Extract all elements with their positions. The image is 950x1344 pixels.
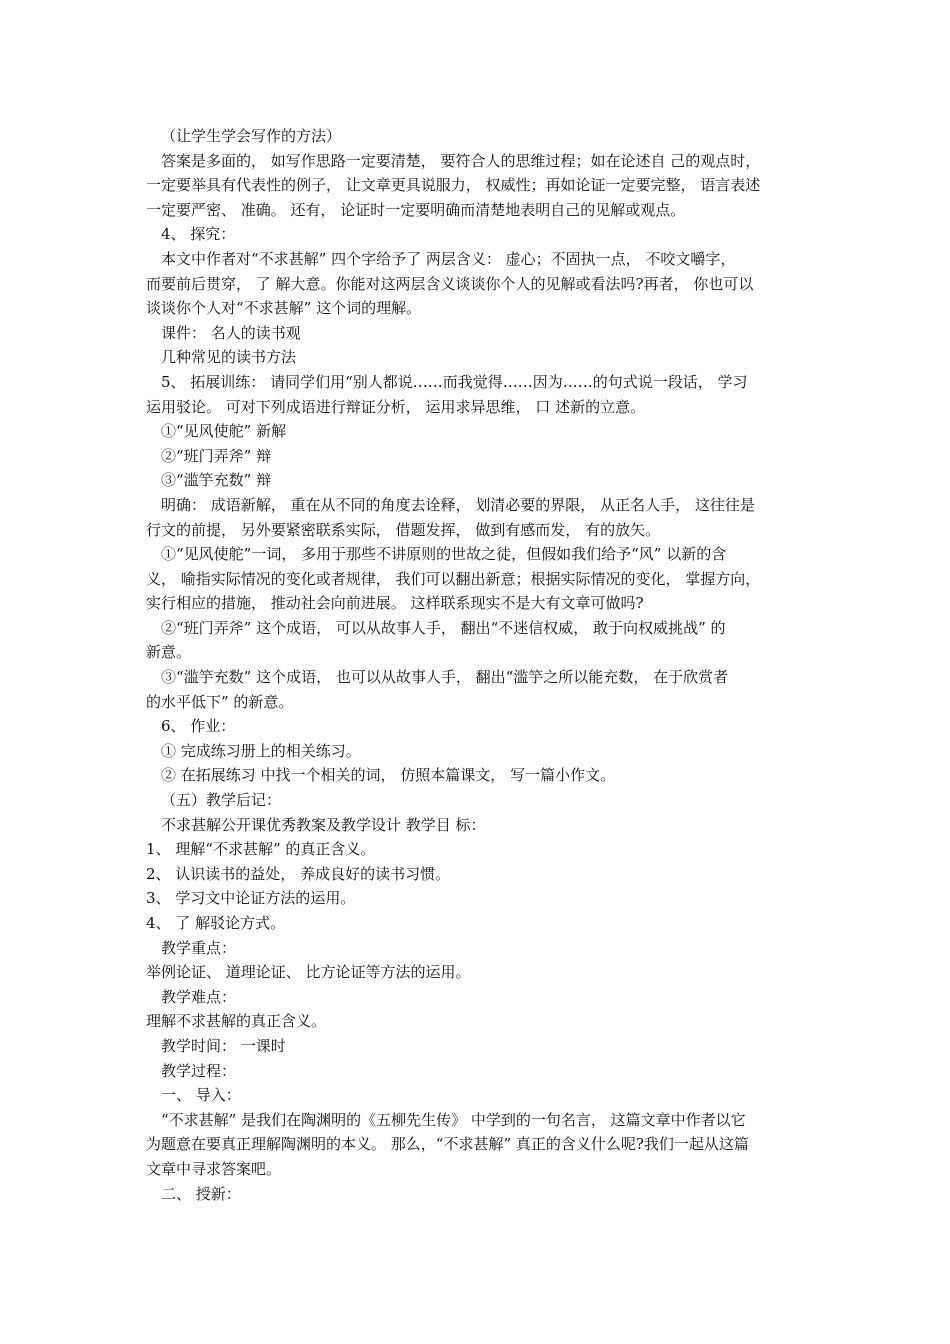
text-line: 理解不求甚解的真正含义。	[146, 1012, 327, 1031]
text-line: 5、 拓展训练： 请同学们用“别人都说……而我觉得……因为……的句式说一段话， 学习	[161, 372, 748, 391]
text-line: 课件： 名人的读书观	[161, 323, 301, 342]
text-line: 4、 探究：	[161, 225, 236, 244]
text-line: 本文中作者对“不求甚解” 四个字给予了 两层含义： 虚心；不固执一点， 不咬文嚼字，	[161, 249, 736, 268]
text-line: 不求甚解公开课优秀教案及教学设计 教学目 标：	[161, 815, 486, 834]
text-line: 明确： 成语新解， 重在从不同的角度去诠释， 划清必要的界限， 从正名人手， 这往往是	[161, 495, 755, 514]
text-line: （让学生学会写作的方法）	[161, 127, 342, 145]
text-line: 新意。	[146, 643, 192, 662]
text-line: 的水平低下” 的新意。	[146, 692, 294, 711]
text-line: ②“班门弄斧” 辩	[161, 446, 272, 465]
text-line: “不求甚解” 是我们在陶渊明的《五柳先生传》 中学到的一句名言， 这篇文章中作者以它	[161, 1110, 746, 1129]
text-line: ① 完成练习册上的相关练习。	[161, 741, 361, 760]
text-line: 行文的前提， 另外要紧密联系实际， 借题发挥， 做到有感而发， 有的放矢。	[146, 520, 661, 539]
text-line: ①“见风使舵”一词， 多用于那些不讲原则的世故之徒，但假如我们给予“风” 以新的含	[161, 545, 727, 564]
text-line: 教学时间： 一课时	[161, 1036, 286, 1055]
text-line: ③“滥竽充数” 这个成语， 也可以从故事人手， 翻出“滥竽之所以能充数， 在于欣赏者	[161, 668, 729, 687]
text-line: 6、 作业：	[161, 717, 236, 736]
text-line: 义， 喻指实际情况的变化或者规律， 我们可以翻出新意；根据实际情况的变化， 掌握方向，	[146, 569, 761, 588]
text-line: 教学重点：	[161, 938, 237, 957]
text-line: 文章中寻求答案吧。	[146, 1159, 282, 1178]
text-line: ③“滥竽充数” 辩	[161, 471, 272, 490]
text-line: 答案是多面的， 如写作思路一定要清楚， 要符合人的思维过程；如在论述自 己的观点时，	[161, 151, 761, 170]
text-line: 1、 理解“不求甚解” 的真正含义。	[146, 840, 376, 859]
document-body	[146, 124, 808, 1206]
text-line: 一定要举具有代表性的例子， 让文章更具说服力， 权威性；再如论证一定要完整， 语言表述	[146, 176, 761, 195]
text-line: 举例论证、 道理论证、 比方论证等方法的运用。	[146, 963, 471, 982]
text-line: 教学难点：	[161, 987, 237, 1006]
text-line: 教学过程：	[161, 1061, 237, 1080]
text-line: ①“见风使舵” 新解	[161, 422, 287, 441]
text-line: 实行相应的措施， 推动社会向前进展。 这样联系现实不是大有文章可做吗?	[146, 594, 644, 613]
text-line: 二、 授新：	[161, 1184, 241, 1203]
text-line: 3、 学习文中论证方法的运用。	[146, 889, 356, 908]
text-line: 2、 认识读书的益处， 养成良好的读书习惯。	[146, 864, 451, 883]
text-line: ②“班门弄斧” 这个成语， 可以从故事人手， 翻出“不迷信权威， 敢于向权威挑战” 的	[161, 618, 726, 637]
text-line: ② 在拓展练习 中找一个相关的词， 仿照本篇课文， 写一篇小作文。	[161, 766, 616, 785]
text-line: 为题意在要真正理解陶渊明的本义。 那么，“不求甚解” 真正的含义什么呢?我们一起从这篇	[146, 1135, 749, 1154]
text-line: 而要前后贯穿， 了 解大意。你能对这两层含义谈谈你个人的见解或看法吗?再者， 你也可以	[146, 274, 754, 293]
text-line: 4、 了 解驳论方式。	[146, 914, 286, 932]
text-line: 运用驳论。 可对下列成语进行辩证分析， 运用求异思维， 口 述新的立意。	[146, 397, 646, 416]
text-line: 一定要严密、 准确。 还有， 论证时一定要明确而清楚地表明自己的见解或观点。	[146, 200, 686, 219]
text-line: 一、 导入：	[161, 1086, 241, 1105]
text-line: （五）教学后记：	[161, 791, 282, 810]
text-line: 谈谈你个人对“不求甚解” 这个词的理解。	[146, 299, 422, 318]
text-line: 几种常见的读书方法	[161, 348, 297, 367]
